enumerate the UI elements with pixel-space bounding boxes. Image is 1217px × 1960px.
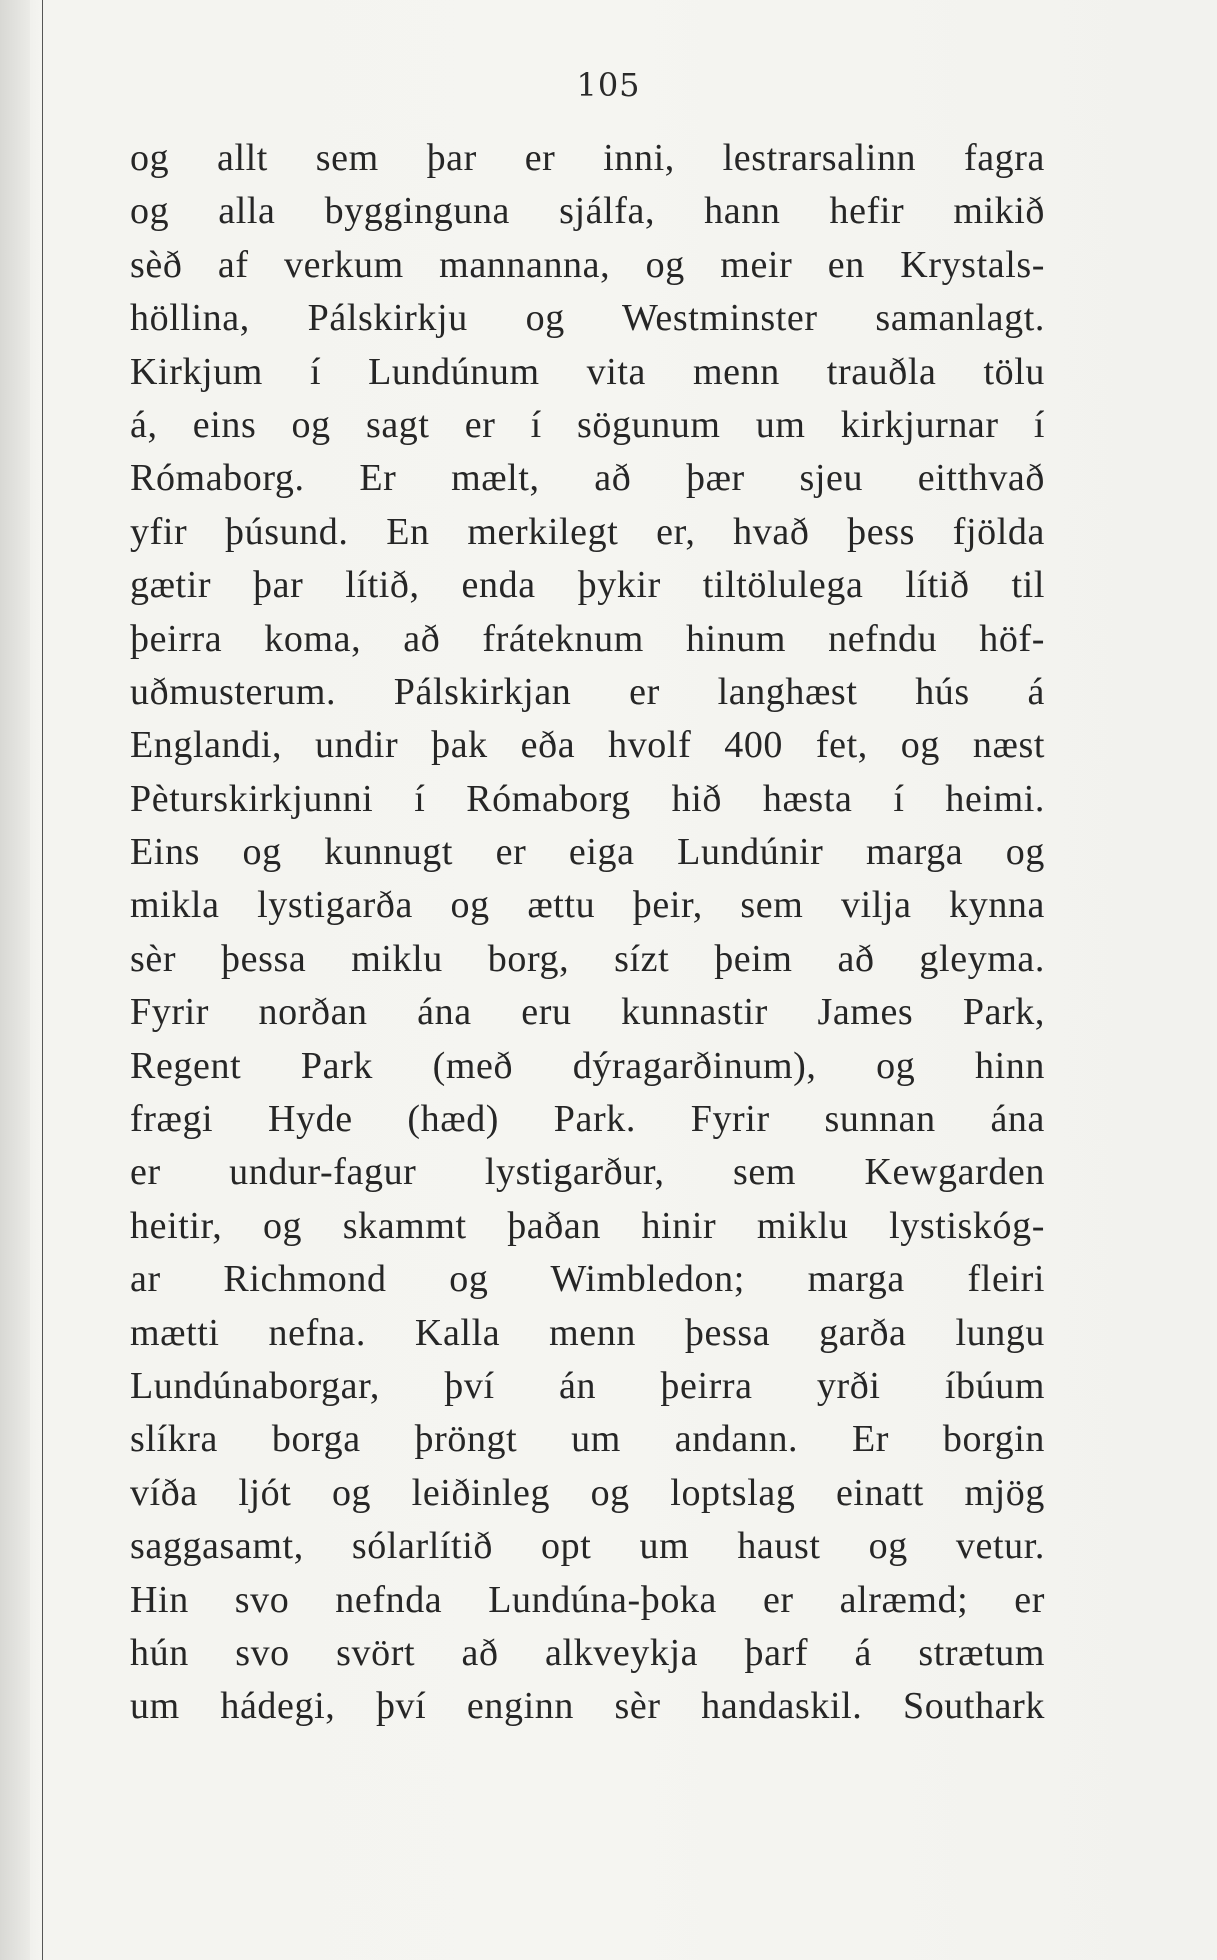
text-line: Fyrir norðan ána eru kunnastir James Park, — [130, 991, 1045, 1034]
text-line: Regent Park (með dýragarðinum), og hinn — [130, 1044, 1045, 1087]
text-line: frægi Hyde (hæd) Park. Fyrir sunnan ána — [130, 1098, 1045, 1141]
text-line: og allt sem þar er inni, lestrarsalinn fagra — [130, 137, 1045, 179]
page-gutter — [0, 0, 30, 1960]
text-line: heitir, og skammt þaðan hinir miklu lystiskóg- — [130, 1204, 1045, 1247]
text-line: sèr þessa miklu borg, sízt þeim að gleyma. — [130, 937, 1045, 980]
text-line: Rómaborg. Er mælt, að þær sjeu eitthvað — [130, 457, 1045, 500]
page-number: 105 — [576, 66, 641, 104]
text-line: er undur-fagur lystigarður, sem Kewgarden — [130, 1151, 1045, 1194]
text-line: hún svo svört að alkveykja þarf á strætum — [130, 1631, 1045, 1674]
text-line: Lundúnaborgar, því án þeirra yrði íbúum — [130, 1364, 1045, 1407]
text-line: gætir þar lítið, enda þykir tiltölulega lítið til — [130, 564, 1045, 607]
text-line: mikla lystigarða og ættu þeir, sem vilja kynna — [130, 884, 1045, 927]
text-line: Englandi, undir þak eða hvolf 400 fet, og næst — [130, 724, 1045, 767]
text-line: um hádegi, því enginn sèr handaskil. Southark — [130, 1685, 1045, 1728]
body-text — [130, 132, 1045, 1734]
text-line: slíkra borga þröngt um andann. Er borgin — [130, 1418, 1045, 1461]
text-line: sèð af verkum mannanna, og meir en Krystals- — [130, 243, 1045, 286]
text-line: Pèturskirkjunni í Rómaborg hið hæsta í heimi. — [130, 777, 1045, 820]
text-line: þeirra koma, að fráteknum hinum nefndu höf- — [130, 617, 1045, 660]
text-line: og alla bygginguna sjálfa, hann hefir mikið — [130, 190, 1045, 233]
text-line: Kirkjum í Lundúnum vita menn trauðla tölu — [130, 350, 1045, 393]
text-line: höllina, Pálskirkju og Westminster samanlagt. — [130, 297, 1045, 340]
text-line: á, eins og sagt er í sögunum um kirkjurnar í — [130, 403, 1045, 446]
text-line: ar Richmond og Wimbledon; marga fleiri — [130, 1258, 1045, 1301]
text-line: mætti nefna. Kalla menn þessa garða lungu — [130, 1311, 1045, 1354]
text-line: yfir þúsund. En merkilegt er, hvað þess fjölda — [130, 510, 1045, 553]
text-line: Hin svo nefnda Lundúna-þoka er alræmd; er — [130, 1578, 1045, 1621]
gutter-edge-line — [42, 0, 43, 1960]
text-line: Eins og kunnugt er eiga Lundúnir marga og — [130, 831, 1045, 874]
text-line: víða ljót og leiðinleg og loptslag einatt mjög — [130, 1471, 1045, 1514]
text-line: uðmusterum. Pálskirkjan er langhæst hús á — [130, 670, 1045, 713]
text-line: saggasamt, sólarlítið opt um haust og vetur. — [130, 1525, 1045, 1568]
